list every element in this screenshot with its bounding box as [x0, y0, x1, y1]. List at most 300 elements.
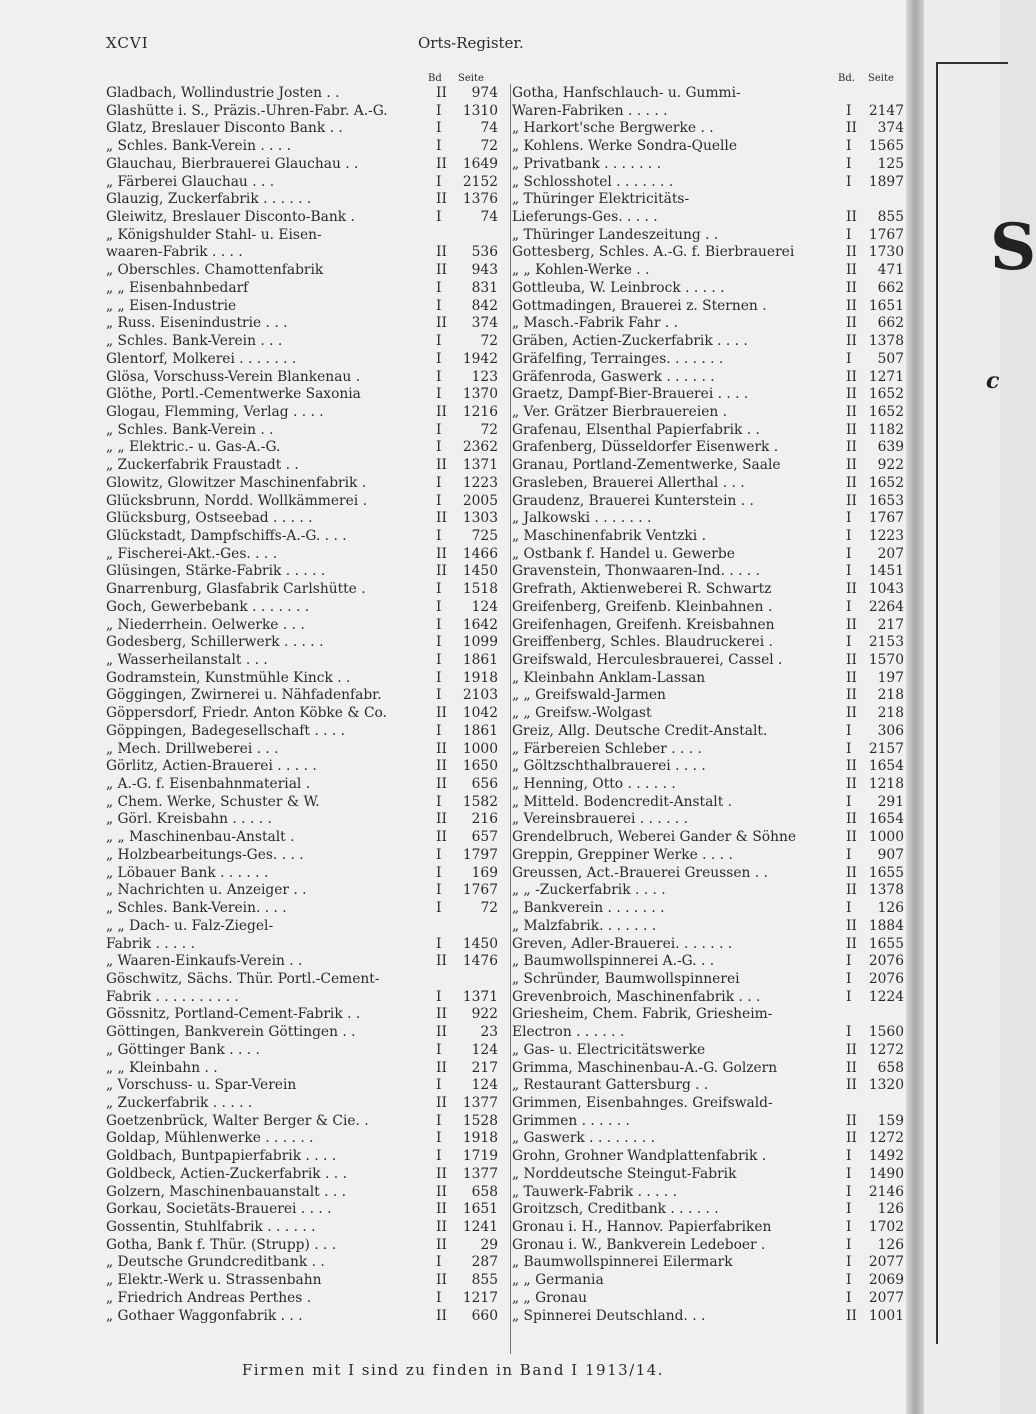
entry-page: 1861	[462, 722, 498, 739]
entry-name: Gotha, Bank f. Thür. (Strupp) . . .	[106, 1236, 337, 1253]
entry-page: 291	[877, 793, 904, 810]
entry-name: „ „ Greifswald-Jarmen	[512, 687, 666, 704]
register-entry	[106, 741, 508, 759]
entry-volume: II	[846, 457, 857, 474]
register-entry	[106, 1130, 508, 1148]
register-entry	[106, 599, 508, 617]
entry-page: 72	[480, 138, 498, 155]
register-entry	[106, 882, 508, 900]
entry-volume: I	[846, 953, 852, 970]
entry-volume: I	[436, 102, 442, 119]
entry-volume: I	[436, 386, 442, 403]
entry-name: Göschwitz, Sächs. Thür. Portl.-Cement-	[106, 970, 380, 987]
entry-volume: I	[846, 226, 852, 243]
entry-page: 1224	[868, 988, 904, 1005]
entry-name: Graudenz, Brauerei Kunterstein . .	[512, 492, 754, 509]
entry-page: 217	[471, 1059, 498, 1076]
register-entry	[106, 262, 508, 280]
entry-page: 725	[471, 527, 498, 544]
page-folio: XCVI	[106, 34, 149, 52]
entry-page: 1303	[462, 510, 498, 527]
register-entry	[512, 280, 906, 298]
entry-name: Golzern, Maschinenbauanstalt . . .	[106, 1183, 346, 1200]
entry-name: „ Deutsche Grundcreditbank . .	[106, 1254, 325, 1271]
entry-volume: I	[436, 297, 442, 314]
entry-name: „ Kleinbahn Anklam-Lassan	[512, 669, 706, 686]
entry-volume: II	[436, 953, 447, 970]
register-entry	[106, 333, 508, 351]
entry-volume: II	[846, 935, 857, 952]
entry-page: 1650	[462, 758, 498, 775]
entry-name: Goch, Gewerbebank . . . . . . .	[106, 598, 310, 615]
register-entry	[106, 457, 508, 475]
entry-name: „ Löbauer Bank . . . . . .	[106, 864, 269, 881]
entry-name: Grefrath, Aktienweberei R. Schwartz	[512, 581, 772, 598]
register-entry	[512, 1201, 906, 1219]
entry-name: Göttingen, Bankverein Göttingen . .	[106, 1024, 356, 1041]
register-entry	[106, 563, 508, 581]
entry-page: 1528	[462, 1112, 498, 1129]
entry-page: 1652	[868, 474, 904, 491]
entry-page: 662	[877, 279, 904, 296]
entry-page: 1378	[868, 333, 904, 350]
register-entry	[512, 1308, 906, 1326]
entry-name: „ „ -Zuckerfabrik . . . .	[512, 882, 666, 899]
entry-page: 855	[877, 209, 904, 226]
entry-page: 124	[471, 1041, 498, 1058]
entry-volume: II	[436, 1059, 447, 1076]
register-entry	[106, 1077, 508, 1095]
entry-name: Glogau, Flemming, Verlag . . . .	[106, 403, 324, 420]
entry-volume: II	[436, 705, 447, 722]
register-entry	[106, 776, 508, 794]
entry-name: „ Vereinsbrauerei . . . . . .	[512, 811, 689, 828]
register-entry	[512, 652, 906, 670]
entry-page: 1565	[868, 138, 904, 155]
entry-page: 2076	[868, 953, 904, 970]
entry-page: 74	[480, 209, 498, 226]
entry-name: „ „ Dach- u. Falz-Ziegel-	[106, 917, 274, 934]
register-entry	[106, 811, 508, 829]
entry-name: Griesheim, Chem. Fabrik, Griesheim-	[512, 1006, 773, 1023]
entry-volume: I	[436, 1289, 442, 1306]
entry-volume: II	[846, 368, 857, 385]
entry-volume: II	[846, 776, 857, 793]
entry-name: Glauchau, Bierbrauerei Glauchau . .	[106, 155, 359, 172]
register-entry	[106, 953, 508, 971]
entry-page: 2069	[868, 1272, 904, 1289]
entry-page: 1767	[462, 882, 498, 899]
register-entry	[106, 422, 508, 440]
entry-page: 74	[480, 120, 498, 137]
entry-page: 831	[471, 279, 498, 296]
entry-page: 125	[877, 155, 904, 172]
entry-page: 842	[471, 297, 498, 314]
register-entry	[512, 1290, 906, 1308]
entry-page: 660	[471, 1307, 498, 1324]
entry-name: „ Jalkowski . . . . . . .	[512, 510, 652, 527]
register-entry	[512, 776, 906, 794]
entry-page: 1702	[868, 1219, 904, 1235]
entry-volume: II	[846, 1077, 857, 1094]
entry-page: 218	[877, 687, 904, 704]
entry-volume: II	[436, 545, 447, 562]
entry-name: Glücksburg, Ostseebad . . . . .	[106, 510, 313, 527]
register-entry	[512, 1148, 906, 1166]
entry-volume: I	[436, 846, 442, 863]
entry-page: 1000	[462, 740, 498, 757]
entry-volume: II	[436, 1165, 447, 1182]
entry-volume: I	[436, 634, 442, 651]
entry-page: 2362	[462, 439, 498, 456]
register-entry	[106, 1237, 508, 1255]
register-entry	[106, 581, 508, 599]
column-left-header	[106, 73, 508, 85]
entry-page: 471	[877, 262, 904, 279]
entry-page: 306	[877, 722, 904, 739]
entry-name: Godesberg, Schillerwerk . . . . .	[106, 634, 324, 651]
entry-name: „ Göttinger Bank . . . .	[106, 1041, 260, 1058]
entry-name: „ „ Germania	[512, 1272, 604, 1289]
entry-name: Göggingen, Zwirnerei u. Nähfadenfabr.	[106, 687, 382, 704]
entry-name: Glatz, Breslauer Disconto Bank . .	[106, 120, 343, 137]
entry-name: Glentorf, Molkerei . . . . . . .	[106, 350, 297, 367]
entry-volume: II	[436, 1236, 447, 1253]
entry-volume: I	[846, 722, 852, 739]
entry-name: Greppin, Greppiner Werke . . . .	[512, 846, 733, 863]
register-entry	[512, 120, 906, 138]
entry-page: 1797	[462, 846, 498, 863]
entry-page: 1719	[462, 1148, 498, 1165]
entry-page: 2005	[462, 492, 498, 509]
entry-name: Grafenberg, Düsseldorfer Eisenwerk .	[512, 439, 779, 456]
entry-name: „ „ Eisen-Industrie	[106, 297, 237, 314]
register-entry	[512, 1060, 906, 1078]
entry-name: „ Baumwollspinnerei A.-G. . .	[512, 953, 715, 970]
entry-name: Grafenau, Elsenthal Papierfabrik . .	[512, 421, 760, 438]
register-entry	[512, 847, 906, 865]
entry-volume: II	[846, 279, 857, 296]
entry-page: 2146	[868, 1183, 904, 1200]
entry-volume: II	[846, 1130, 857, 1147]
entry-volume: I	[436, 474, 442, 491]
register-entry	[512, 493, 906, 511]
entry-page: 1655	[868, 935, 904, 952]
entry-page: 1216	[462, 403, 498, 420]
entry-name: „ Schles. Bank-Verein . . . .	[106, 138, 292, 155]
register-entry	[512, 723, 906, 741]
entry-volume: I	[846, 1201, 852, 1218]
entry-volume: II	[436, 457, 447, 474]
register-entry	[512, 936, 906, 954]
entry-page: 374	[877, 120, 904, 137]
entry-page: 72	[480, 421, 498, 438]
entry-name: Greifenberg, Greifenb. Kleinbahnen .	[512, 598, 773, 615]
entry-volume: I	[436, 793, 442, 810]
register-entry	[512, 138, 906, 156]
entry-volume: I	[436, 988, 442, 1005]
register-entry	[512, 439, 906, 457]
register-entry	[106, 758, 508, 776]
entry-page: 1654	[868, 758, 904, 775]
entry-volume: II	[846, 1041, 857, 1058]
entry-volume: I	[436, 882, 442, 899]
entry-page: 1918	[462, 1130, 498, 1147]
entry-page: 658	[877, 1059, 904, 1076]
entry-page: 1490	[868, 1165, 904, 1182]
entry-volume: II	[846, 758, 857, 775]
register-entry	[106, 103, 508, 121]
register-entry	[512, 528, 906, 546]
entry-page: 1451	[868, 563, 904, 580]
entry-name: „ Gothaer Waggonfabrik . . .	[106, 1307, 303, 1324]
entry-volume: II	[436, 1201, 447, 1218]
entry-page: 855	[471, 1272, 498, 1289]
register-entry	[512, 546, 906, 564]
register-entry	[106, 475, 508, 493]
register-entry	[512, 315, 906, 333]
entry-name: „ „ Eisenbahnbedarf	[106, 279, 249, 296]
entry-page: 124	[471, 1077, 498, 1094]
entry-volume: I	[846, 563, 852, 580]
entry-page: 1655	[868, 864, 904, 881]
register-entry	[512, 475, 906, 493]
entry-volume: I	[436, 864, 442, 881]
entry-page: 1043	[868, 581, 904, 598]
entry-name: Grasleben, Brauerei Allerthal . . .	[512, 474, 745, 491]
register-entry	[512, 386, 906, 404]
column-left-head-page: Seite	[458, 73, 484, 84]
entry-volume: I	[436, 209, 442, 226]
register-entry	[106, 900, 508, 918]
register-entry	[512, 758, 906, 776]
entry-page: 943	[471, 262, 498, 279]
entry-page: 658	[471, 1183, 498, 1200]
entry-volume: I	[436, 1130, 442, 1147]
entry-volume: II	[846, 297, 857, 314]
entry-name: Gräben, Actien-Zuckerfabrik . . . .	[512, 333, 748, 350]
entry-volume: I	[846, 970, 852, 987]
entry-name: Fabrik . . . . . . . . . .	[106, 988, 239, 1005]
entry-volume: II	[436, 315, 447, 332]
entry-volume: I	[846, 527, 852, 544]
register-entry	[106, 85, 508, 103]
entry-page: 974	[471, 85, 498, 101]
register-entry	[106, 174, 508, 192]
register-entry	[106, 1308, 508, 1326]
register-entry	[512, 900, 906, 918]
entry-volume: II	[436, 811, 447, 828]
entry-volume: II	[846, 882, 857, 899]
register-entry	[106, 1166, 508, 1184]
entry-volume: I	[436, 350, 442, 367]
register-entry	[106, 1042, 508, 1060]
entry-name: Görlitz, Actien-Brauerei . . . . .	[106, 758, 317, 775]
entry-name: „ Privatbank . . . . . . .	[512, 155, 662, 172]
entry-volume: I	[846, 1183, 852, 1200]
column-right-entries	[512, 85, 906, 1325]
register-entry	[106, 1219, 508, 1237]
entry-name: Grimmen, Eisenbahnges. Greifswald-	[512, 1094, 773, 1111]
entry-page: 1099	[462, 634, 498, 651]
column-right	[512, 73, 906, 1325]
entry-page: 1371	[462, 988, 498, 1005]
entry-volume: II	[846, 616, 857, 633]
entry-name: „ Maschinenfabrik Ventzki .	[512, 527, 706, 544]
entry-page: 1272	[868, 1130, 904, 1147]
entry-volume: I	[436, 527, 442, 544]
entry-volume: I	[846, 510, 852, 527]
register-entry	[512, 298, 906, 316]
entry-page: 1450	[462, 563, 498, 580]
entry-name: Godramstein, Kunstmühle Kinck . .	[106, 669, 351, 686]
register-entry	[512, 404, 906, 422]
entry-page: 126	[877, 1201, 904, 1218]
column-right-header	[512, 73, 906, 85]
entry-name: „ „ Kohlen-Werke . .	[512, 262, 650, 279]
entry-page: 1642	[462, 616, 498, 633]
entry-volume: II	[436, 776, 447, 793]
entry-name: „ Masch.-Fabrik Fahr . .	[512, 315, 678, 332]
entry-name: „ Färberei Glauchau . . .	[106, 173, 275, 190]
register-entry	[106, 936, 508, 954]
entry-page: 1001	[868, 1307, 904, 1324]
entry-page: 1897	[868, 173, 904, 190]
entry-name: Glauzig, Zuckerfabrik . . . . . .	[106, 191, 312, 208]
entry-volume: I	[846, 1024, 852, 1041]
entry-page: 2153	[868, 634, 904, 651]
entry-page: 662	[877, 315, 904, 332]
entry-volume: II	[846, 403, 857, 420]
entry-page: 1223	[868, 527, 904, 544]
entry-volume: I	[436, 652, 442, 668]
entry-volume: II	[436, 1219, 447, 1235]
entry-page: 1652	[868, 403, 904, 420]
entry-name: „ Thüringer Elektricitäts-	[512, 191, 690, 208]
register-entry	[512, 741, 906, 759]
entry-name: Glöthe, Portl.-Cementwerke Saxonia	[106, 386, 361, 403]
register-entry	[512, 1113, 906, 1131]
register-entry	[512, 634, 906, 652]
entry-page: 2147	[868, 102, 904, 119]
entry-volume: II	[436, 191, 447, 208]
entry-name: Glashütte i. S., Präzis.-Uhren-Fabr. A.-G.	[106, 102, 388, 119]
entry-name: Gotha, Hanfschlauch- u. Gummi-	[512, 85, 741, 101]
entry-page: 1651	[868, 297, 904, 314]
register-entry	[512, 103, 906, 121]
entry-volume: I	[436, 598, 442, 615]
entry-volume: II	[436, 510, 447, 527]
entry-page: 1653	[868, 492, 904, 509]
entry-volume: I	[436, 581, 442, 598]
entry-page: 656	[471, 776, 498, 793]
register-entry	[106, 120, 508, 138]
entry-name: Graetz, Dampf-Bier-Brauerei . . . .	[512, 386, 749, 403]
entry-volume: II	[846, 811, 857, 828]
entry-volume: II	[436, 740, 447, 757]
entry-page: 1377	[462, 1094, 498, 1111]
entry-page: 1560	[868, 1024, 904, 1041]
entry-name: „ Göltzschthalbrauerei . . . .	[512, 758, 706, 775]
entry-page: 922	[471, 1006, 498, 1023]
register-entry	[106, 1113, 508, 1131]
entry-name: „ Ver. Grätzer Bierbrauereien .	[512, 403, 728, 420]
entry-page: 123	[471, 368, 498, 385]
entry-page: 1217	[462, 1289, 498, 1306]
entry-name: „ Friedrich Andreas Perthes .	[106, 1289, 312, 1306]
register-entry	[106, 1201, 508, 1219]
facing-page-fragment: c	[986, 368, 1000, 394]
entry-name: Goetzenbrück, Walter Berger & Cie. .	[106, 1112, 369, 1129]
entry-volume: I	[846, 350, 852, 367]
entry-volume: II	[846, 1307, 857, 1324]
register-entry	[106, 404, 508, 422]
entry-name: „ Mitteld. Bodencredit-Anstalt .	[512, 793, 733, 810]
entry-volume: I	[436, 722, 442, 739]
entry-name: Fabrik . . . . .	[106, 935, 195, 952]
entry-name: Greussen, Act.-Brauerei Greussen . .	[512, 864, 768, 881]
entry-name: „ A.-G. f. Eisenbahnmaterial .	[106, 776, 311, 793]
entry-volume: I	[436, 492, 442, 509]
entry-name: Gnarrenburg, Glasfabrik Carlshütte .	[106, 581, 366, 598]
column-left	[106, 73, 508, 1325]
entry-page: 1223	[462, 474, 498, 491]
entry-volume: II	[436, 1307, 447, 1324]
register-entry	[106, 723, 508, 741]
entry-page: 1042	[462, 705, 498, 722]
entry-name: „ Restaurant Gattersburg . .	[512, 1077, 709, 1094]
entry-name: Gottmadingen, Brauerei z. Sternen .	[512, 297, 767, 314]
running-title: Orts-Register.	[418, 34, 524, 52]
entry-page: 657	[471, 829, 498, 846]
register-entry	[106, 315, 508, 333]
entry-volume: I	[436, 1254, 442, 1271]
entry-name: „ „ Gronau	[512, 1289, 587, 1306]
entry-page: 1272	[868, 1041, 904, 1058]
register-entry	[512, 1095, 906, 1113]
register-entry	[512, 191, 906, 209]
entry-volume: II	[436, 1272, 447, 1289]
register-entry	[106, 847, 508, 865]
register-entry	[512, 156, 906, 174]
entry-name: Gossentin, Stuhlfabrik . . . . . .	[106, 1219, 316, 1235]
register-entry	[106, 865, 508, 883]
entry-volume: II	[846, 474, 857, 491]
register-entry	[512, 244, 906, 262]
register-entry	[106, 209, 508, 227]
entry-name: „ Schles. Bank-Verein . . .	[106, 333, 283, 350]
entry-name: „ Elektr.-Werk u. Strassenbahn	[106, 1272, 322, 1289]
register-entry	[512, 85, 906, 103]
register-entry	[512, 174, 906, 192]
register-entry	[512, 1130, 906, 1148]
register-entry	[106, 1184, 508, 1202]
entry-page: 1492	[868, 1148, 904, 1165]
entry-page: 1918	[462, 669, 498, 686]
register-entry	[106, 528, 508, 546]
register-entry	[512, 989, 906, 1007]
entry-page: 1310	[462, 102, 498, 119]
book-gutter	[906, 0, 924, 1414]
entry-page: 126	[877, 1236, 904, 1253]
register-entry	[106, 794, 508, 812]
entry-page: 1370	[462, 386, 498, 403]
register-entry	[512, 1237, 906, 1255]
entry-page: 197	[877, 669, 904, 686]
register-entry	[512, 457, 906, 475]
entry-volume: I	[436, 279, 442, 296]
register-entry	[512, 209, 906, 227]
